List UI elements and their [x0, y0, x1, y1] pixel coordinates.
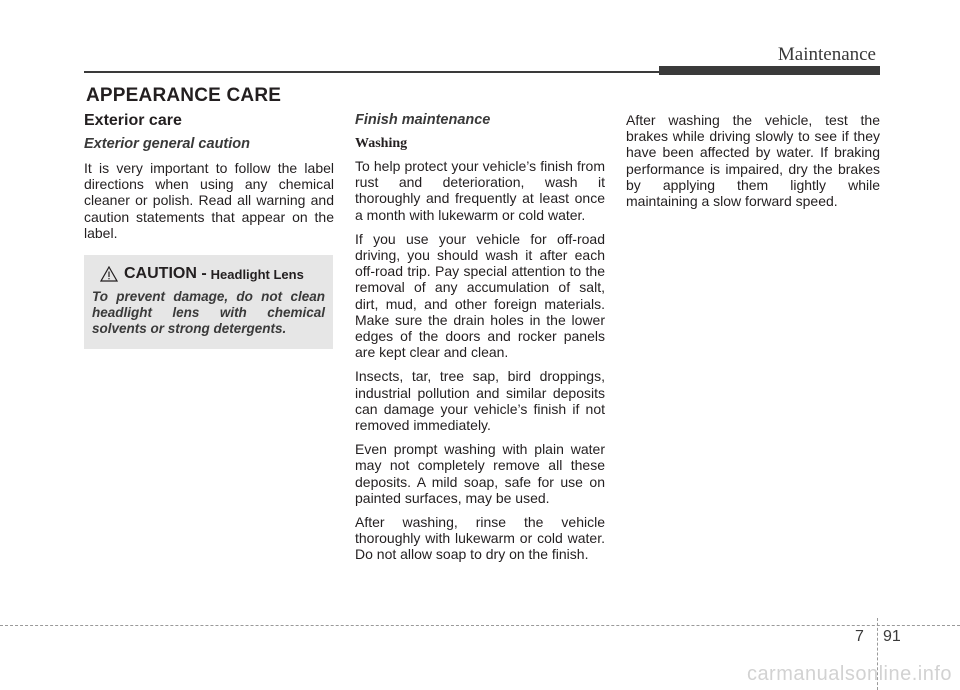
caution-header: [92, 265, 325, 283]
caution-subtitle: Headlight Lens: [210, 266, 304, 282]
caution-box: [84, 255, 333, 349]
washing-paragraph: If you use your vehicle for off-road driving, you should wash it after each off-road trip. Pay special attention to the removal of any accumulation of salt, dirt, mud, and other foreign materials. Make sure the drain holes in the lower edges of the doors and rocker panels are kept clear and clean.: [355, 230, 605, 361]
column-3: [626, 112, 880, 217]
caution-title: CAUTION -: [124, 265, 207, 283]
header-section-title: Maintenance: [777, 44, 876, 65]
watermark: carmanualsonline.info: [746, 663, 952, 685]
page-number: 91: [883, 628, 901, 645]
finish-maintenance-heading: Finish maintenance: [355, 112, 491, 128]
column-2: [355, 112, 605, 571]
washing-paragraph: Insects, tar, tree sap, bird droppings, industrial pollution and similar deposits can damage your vehicle’s finish if not removed immediately.: [355, 368, 605, 434]
brake-test-paragraph: After washing the vehicle, test the brakes while driving slowly to see if they have been affected by water. If braking performance is impaired, dry the brakes by applying them lightly while maintaining a slow forward speed.: [626, 112, 880, 210]
exterior-general-caution-heading: Exterior general caution: [84, 136, 250, 152]
exterior-care-heading: Exterior care: [84, 112, 182, 129]
footer-rule: [0, 625, 960, 626]
header-rule-accent: [659, 66, 880, 75]
washing-paragraph: After washing, rinse the vehicle thoroughly with lukewarm or cold water. Do not allow soap to dry on the finish.: [355, 514, 605, 563]
caution-text: To prevent damage, do not clean headlight lens with chemical solvents or strong detergents.: [92, 289, 325, 337]
exterior-caution-paragraph: It is very important to follow the label directions when using any chemical cleaner or polish. Read all warning and caution statements that appear on the label.: [84, 160, 334, 241]
section-heading: APPEARANCE CARE: [86, 85, 282, 106]
washing-paragraph: To help protect your vehicle’s finish from rust and deterioration, wash it thoroughly and frequently at least once a month with lukewarm or cold water.: [355, 158, 605, 223]
washing-paragraph: Even prompt washing with plain water may not completely remove all these deposits. A mild soap, safe for use on painted surfaces, may be used.: [355, 441, 605, 506]
header-rule: [84, 71, 660, 73]
chapter-number: 7: [855, 628, 864, 645]
washing-heading: Washing: [355, 136, 408, 151]
warning-triangle-icon: [100, 266, 118, 282]
column-1: [84, 112, 334, 349]
